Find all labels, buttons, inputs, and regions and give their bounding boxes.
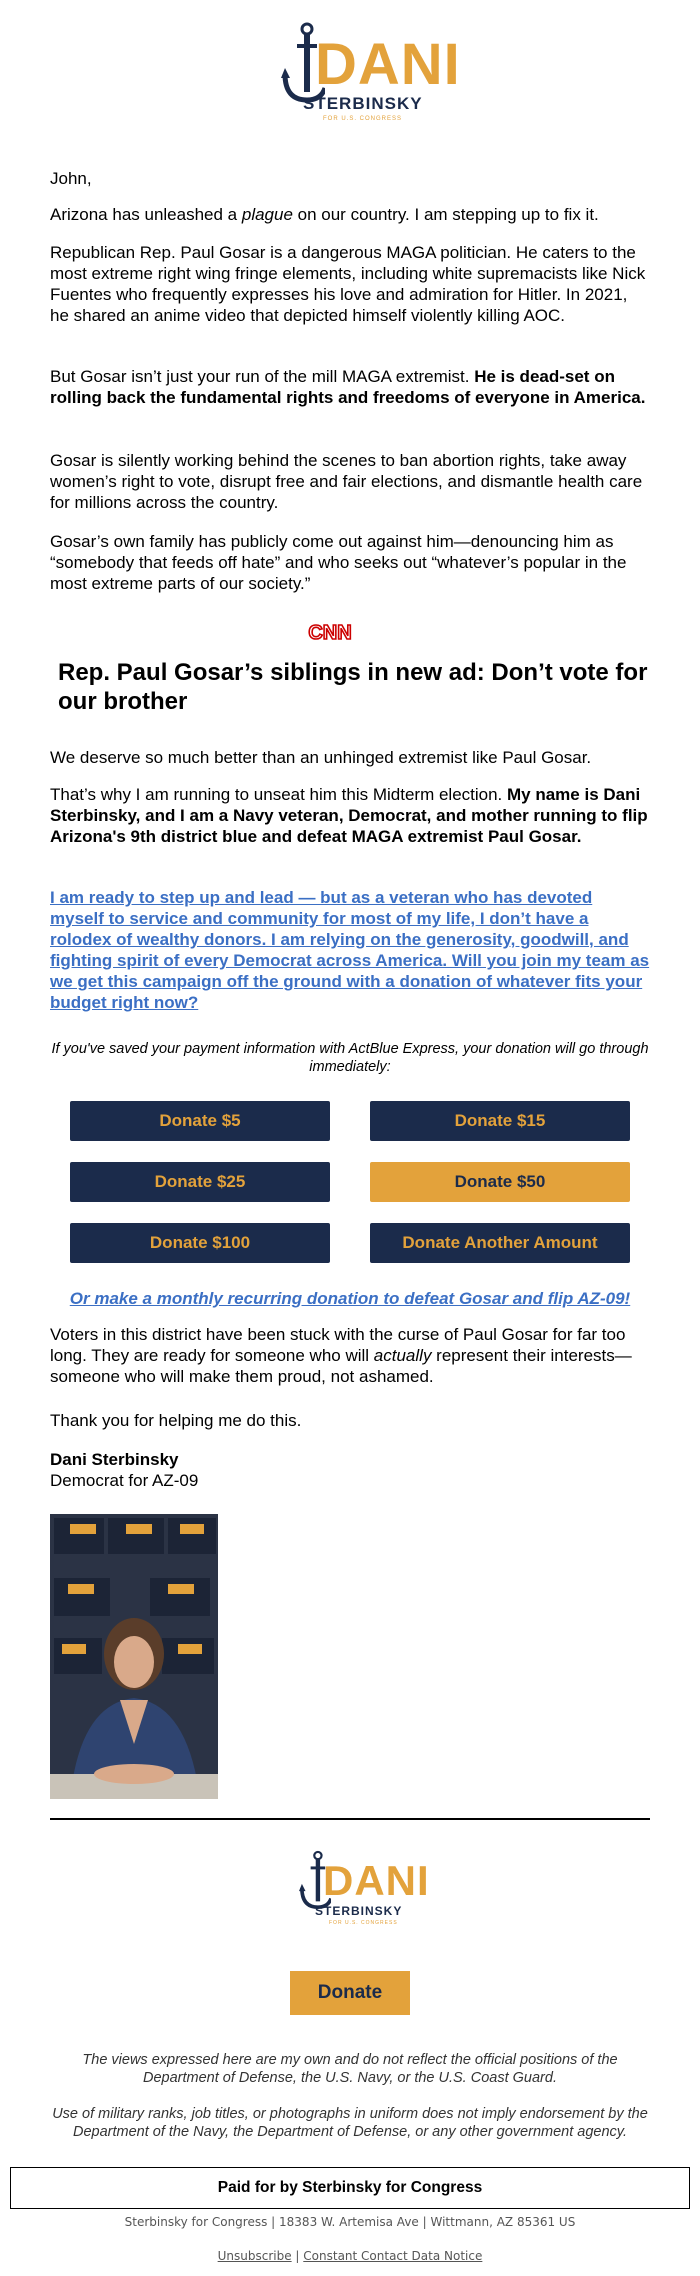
thanks-paragraph: Thank you for helping me do this. xyxy=(50,1411,302,1430)
logo-first-name: DANI xyxy=(315,32,461,97)
footer-address: Sterbinsky for Congress | 18383 W. Artemisa Ave | Wittmann, AZ 85361 US xyxy=(124,2215,576,2229)
monthly-donation-link[interactable]: Or make a monthly recurring donation to defeat Gosar and flip AZ-09! xyxy=(69,1289,631,1308)
rights-paragraph: Gosar is silently working behind the scenes to ban abortion rights, take away women’s right to vote, disrupt free and fair elections, and dismantle health care for millions across the country. xyxy=(50,451,643,512)
donate-25-button[interactable]: Donate $25 xyxy=(70,1162,330,1202)
cnn-headline: Rep. Paul Gosar’s siblings in new ad: Don’t vote for our brother xyxy=(58,659,648,715)
extremist-paragraph: But Gosar isn’t just your run of the mill MAGA extremist. He is dead-set on rolling back the fundamental rights and freedoms of everyone in America. xyxy=(50,367,646,407)
logo-last-name: STERBINSKY xyxy=(303,94,423,113)
data-notice-link[interactable]: Constant Contact Data Notice xyxy=(303,2249,483,2263)
section-divider xyxy=(50,1818,650,1820)
footer-logo-subtitle: FOR U.S. CONGRESS xyxy=(329,1920,398,1926)
voters-paragraph: Voters in this district have been stuck with the curse of Paul Gosar for far too long. They are ready for someone who will actually represent their interests—someone who will make them proud, not ashamed. xyxy=(50,1325,632,1386)
gosar-paragraph: Republican Rep. Paul Gosar is a dangerous MAGA politician. He caters to the most extreme right wing fringe elements, including white supremacists like Nick Fuentes who frequently expresses his love and admiration for Hitler. In 2021, he shared an anime video that depicted himself violently killing AOC. xyxy=(50,243,646,325)
candidate-photo xyxy=(50,1514,218,1799)
footer-logo-last-name: STERBINSKY xyxy=(315,1904,403,1918)
military-disclaimer: Use of military ranks, job titles, or photographs in uniform does not imply endorsement by the Department of the Navy, the Department of Defense, or any other government agency. xyxy=(52,2106,648,2140)
signature xyxy=(50,1449,650,1491)
signature-title: Democrat for AZ-09 xyxy=(50,1471,199,1490)
donate-50-button[interactable]: Donate $50 xyxy=(370,1162,630,1202)
paid-for-by-box: Paid for by Sterbinsky for Congress xyxy=(10,2167,690,2209)
actblue-note: If you've saved your payment information with ActBlue Express, your donation will go through immediately: xyxy=(51,1041,649,1075)
dod-disclaimer: The views expressed here are my own and do not reflect the official positions of the Department of Defense, the U.S. Navy, or the U.S. Coast Guard. xyxy=(82,2052,618,2086)
candidate-paragraph: That’s why I am running to unseat him this Midterm election. My name is Dani Sterbinsky, and I am a Navy veteran, Democrat, and mother running to flip Arizona's 9th district blue and defeat MAGA extremist Paul Gosar. xyxy=(50,785,648,846)
cnn-article-image[interactable] xyxy=(50,618,650,722)
donate-100-button[interactable]: Donate $100 xyxy=(70,1223,330,1263)
footer-links xyxy=(0,2249,700,2263)
signature-name: Dani Sterbinsky xyxy=(50,1450,179,1469)
logo-subtitle: FOR U.S. CONGRESS xyxy=(323,116,403,122)
deserve-paragraph: We deserve so much better than an unhinged extremist like Paul Gosar. xyxy=(50,748,592,767)
donate-15-button[interactable]: Donate $15 xyxy=(370,1101,630,1141)
donate-5-button[interactable]: Donate $5 xyxy=(70,1101,330,1141)
candidate-photo-image xyxy=(50,1514,218,1799)
footer-logo-first-name: DANI xyxy=(323,1857,430,1904)
cnn-logo-icon xyxy=(306,620,354,644)
donate-other-amount-button[interactable]: Donate Another Amount xyxy=(370,1223,630,1263)
svg-text:CNN: CNN xyxy=(308,622,352,644)
donation-appeal-link[interactable]: I am ready to step up and lead — but as a veteran who has devoted myself to service and community for most of my life, I don’t have a rolodex of wealthy donors. I am relying on the generosity, goodwill, and fighting spirit of every Democrat across America. Will you join my team as we get this campaign off the ground with a donation of whatever fits your budget right now? xyxy=(50,888,650,1012)
family-paragraph: Gosar’s own family has publicly come out against him—denouncing him as “somebody that feeds off hate” and who seeks out “whatever’s popular in the most extreme parts of our society.” xyxy=(50,532,627,593)
unsubscribe-link[interactable]: Unsubscribe xyxy=(217,2249,292,2263)
footer-separator: | xyxy=(291,2249,304,2263)
donate-button[interactable]: Donate xyxy=(290,1971,410,2015)
intro-paragraph: Arizona has unleashed a plague on our country. I am stepping up to fix it. xyxy=(50,205,599,224)
greeting: John, xyxy=(50,169,92,188)
